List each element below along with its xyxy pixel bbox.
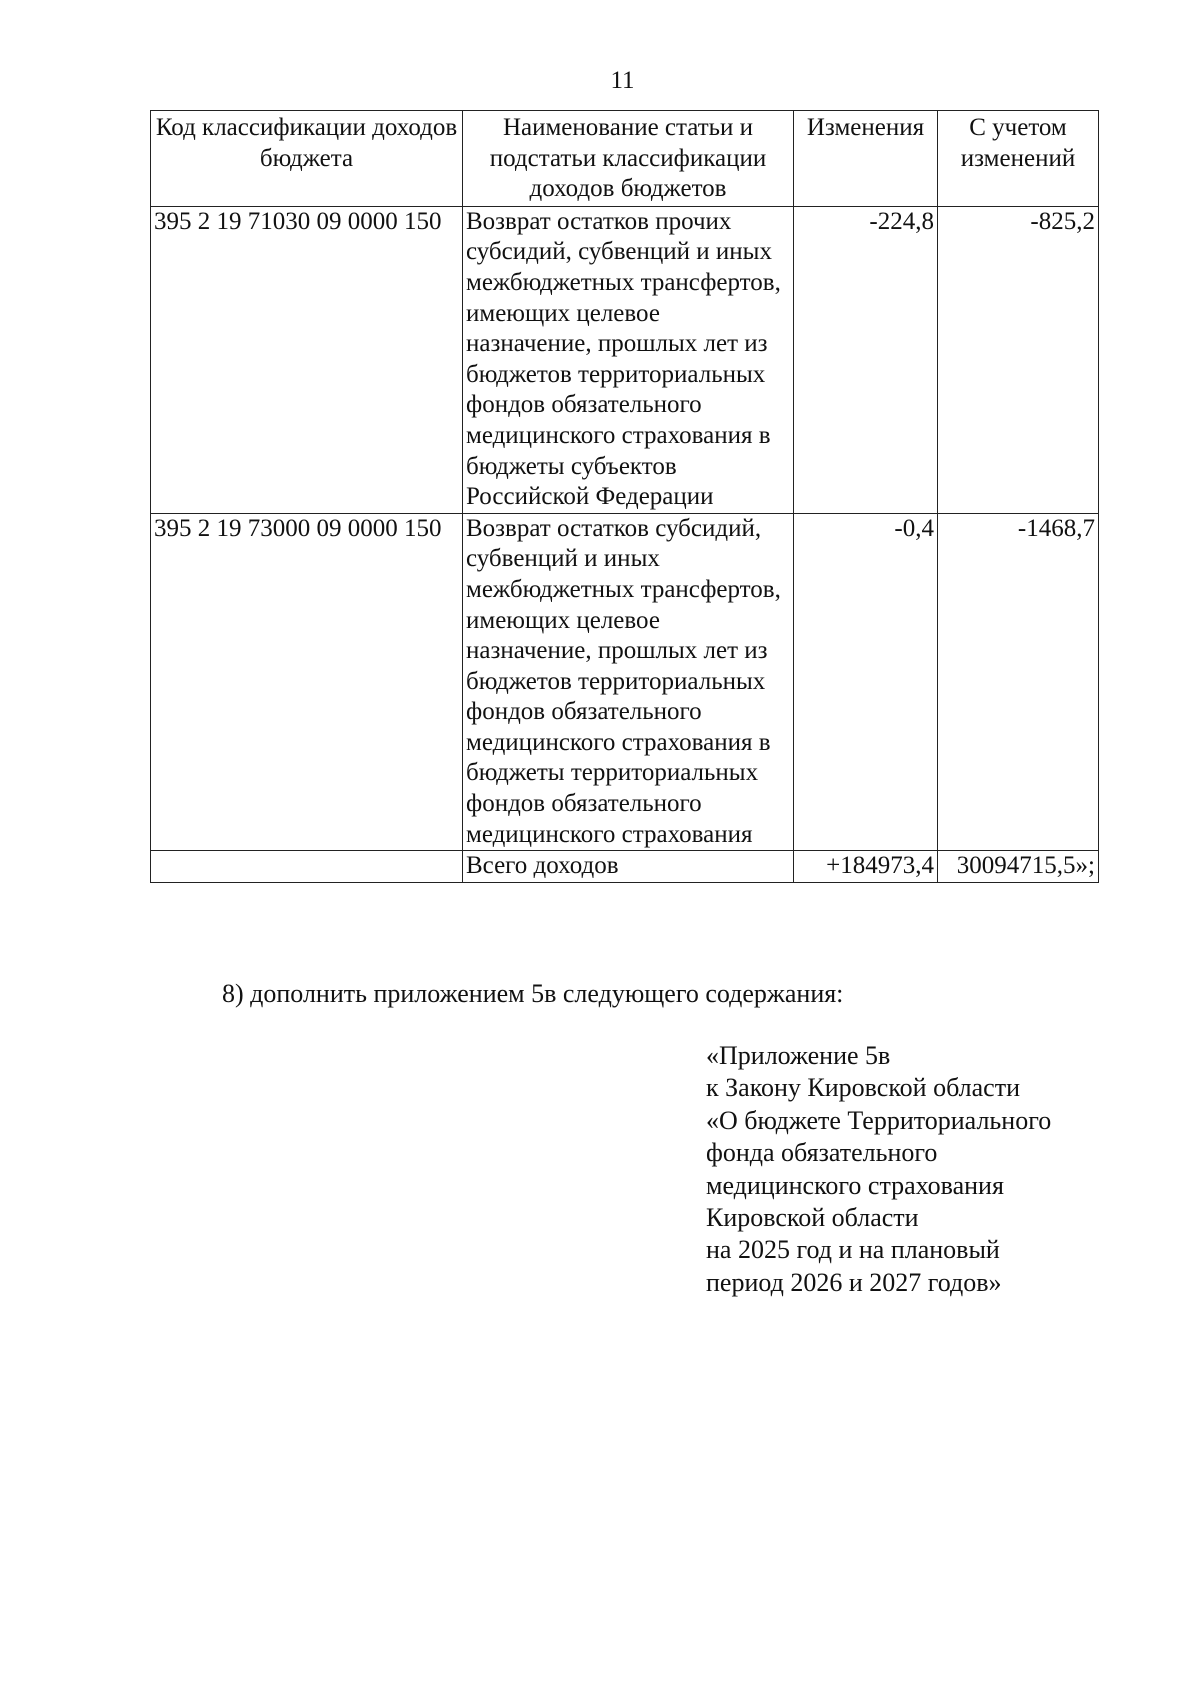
total-with-changes: 30094715,5»;: [938, 851, 1099, 883]
row-with-changes: -1468,7: [938, 513, 1099, 851]
appendix-line: период 2026 и 2027 годов»: [706, 1267, 1002, 1297]
row-change: -0,4: [794, 513, 938, 851]
total-change: +184973,4: [794, 851, 938, 883]
amendment-instruction: 8) дополнить приложением 5в следующего содержания:: [222, 979, 844, 1008]
income-classification-table: [150, 110, 1099, 883]
row-code: 395 2 19 73000 09 0000 150: [151, 513, 463, 851]
appendix-line: на 2025 год и на плановый: [706, 1235, 1000, 1265]
row-change: -224,8: [794, 206, 938, 513]
page-number: 11: [610, 67, 635, 94]
appendix-line: «О бюджете Территориального: [706, 1105, 1052, 1135]
table-row: [151, 206, 1099, 513]
row-with-changes: -825,2: [938, 206, 1099, 513]
row-name: Возврат остатков субсидий, субвенций и иных межбюджетных трансфертов, имеющих целевое назначение, прошлых лет из бюджетов территориальных фондов обязательного медицинского страхования в бюджеты территориальных фондов обязательного медицинского страхования: [463, 513, 794, 851]
header-changes: Изменения: [794, 111, 938, 207]
appendix-heading-block: [706, 1040, 1051, 1299]
header-classification-code: Код классификации доходов бюджета: [151, 111, 463, 207]
row-name: Возврат остатков прочих субсидий, субвенций и иных межбюджетных трансфертов, имеющих целевое назначение, прошлых лет из бюджетов территориальных фондов обязательного медицинского страхования в бюджеты субъектов Российской Федерации: [463, 206, 794, 513]
total-label: Всего доходов: [463, 851, 794, 883]
appendix-line: медицинского страхования: [706, 1170, 1004, 1200]
table-total-row: [151, 851, 1099, 883]
total-code: [151, 851, 463, 883]
table-row: [151, 513, 1099, 851]
row-code: 395 2 19 71030 09 0000 150: [151, 206, 463, 513]
header-item-name: Наименование статьи и подстатьи классификации доходов бюджетов: [463, 111, 794, 207]
appendix-line: «Приложение 5в: [706, 1041, 891, 1070]
appendix-line: Кировской области: [706, 1203, 919, 1233]
header-with-changes: С учетом изменений: [938, 111, 1099, 207]
table-header-row: [151, 111, 1099, 207]
appendix-line: фонда обязательного: [706, 1138, 938, 1168]
appendix-line: к Закону Кировской области: [706, 1073, 1020, 1103]
